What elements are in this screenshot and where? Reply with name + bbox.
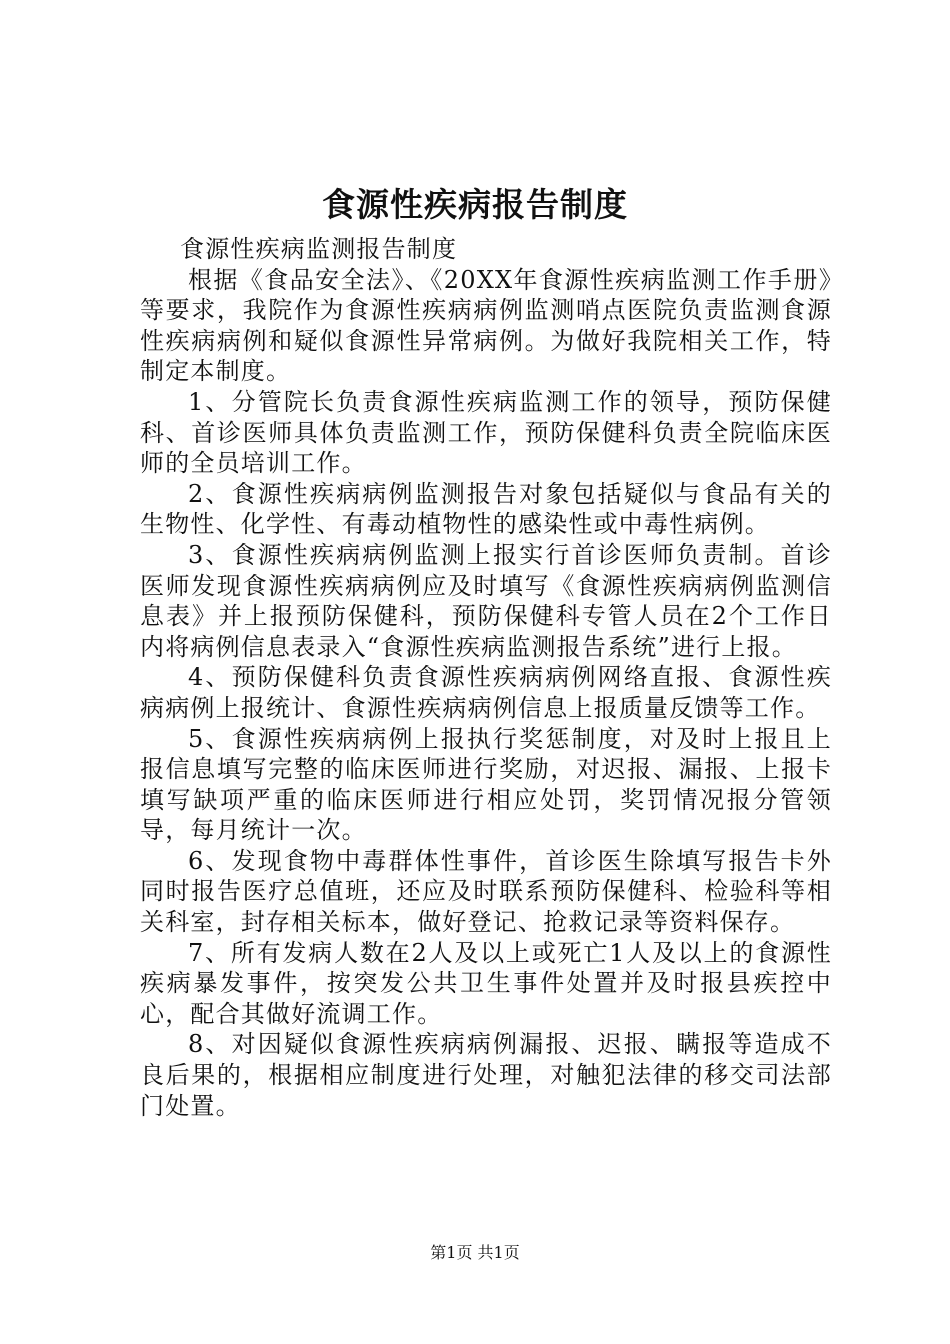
document-body — [140, 234, 832, 1121]
paragraph-item-4: 4、预防保健科负责食源性疾病病例网络直报、食源性疾病病例上报统计、食源性疾病病例信息上报质量反馈等工作。 — [140, 663, 832, 722]
paragraph-item-7: 7、所有发病人数在2人及以上或死亡1人及以上的食源性疾病暴发事件，按突发公共卫生事件处置并及时报县疾控中心，配合其做好流调工作。 — [140, 938, 832, 1028]
paragraph-item-6: 6、发现食物中毒群体性事件，首诊医生除填写报告卡外同时报告医疗总值班，还应及时联系预防保健科、检验科等相关科室，封存相关标本，做好登记、抢救记录等资料保存。 — [140, 846, 832, 937]
paragraph-item-2: 2、食源性疾病病例监测报告对象包括疑似与食品有关的生物性、化学性、有毒动植物性的感染性或中毒性病例。 — [140, 479, 832, 539]
paragraph-item-1: 1、分管院长负责食源性疾病监测工作的领导，预防保健科、首诊医师具体负责监测工作，预防保健科负责全院临床医师的全员培训工作。 — [140, 387, 832, 478]
paragraph-item-8: 8、对因疑似食源性疾病病例漏报、迟报、瞒报等造成不良后果的，根据相应制度进行处理，对触犯法律的移交司法部门处置。 — [140, 1030, 832, 1120]
document-subtitle: 食源性疾病监测报告制度 — [180, 235, 458, 263]
page-footer: 第1页 共1页 — [430, 1243, 520, 1262]
document-title: 食源性疾病报告制度 — [322, 185, 628, 224]
paragraph-item-5: 5、食源性疾病病例上报执行奖惩制度，对及时上报且上报信息填写完整的临床医师进行奖励，对迟报、漏报、上报卡填写缺项严重的临床医师进行相应处罚，奖罚情况报分管领导，每月统计一次。 — [140, 724, 832, 845]
paragraph-intro: 根据《食品安全法》、《20XX年食源性疾病监测工作手册》等要求，我院作为食源性疾病病例监测哨点医院负责监测食源性疾病病例和疑似食源性异常病例。为做好我院相关工作，特制定本制度。 — [140, 265, 832, 386]
paragraph-item-3: 3、食源性疾病病例监测上报实行首诊医师负责制。首诊医师发现食源性疾病病例应及时填写《食源性疾病病例监测信息表》并上报预防保健科，预防保健科专管人员在2个工作日内将病例信息表录入“食源性疾病监测报告系统”进行上报。 — [140, 540, 832, 661]
